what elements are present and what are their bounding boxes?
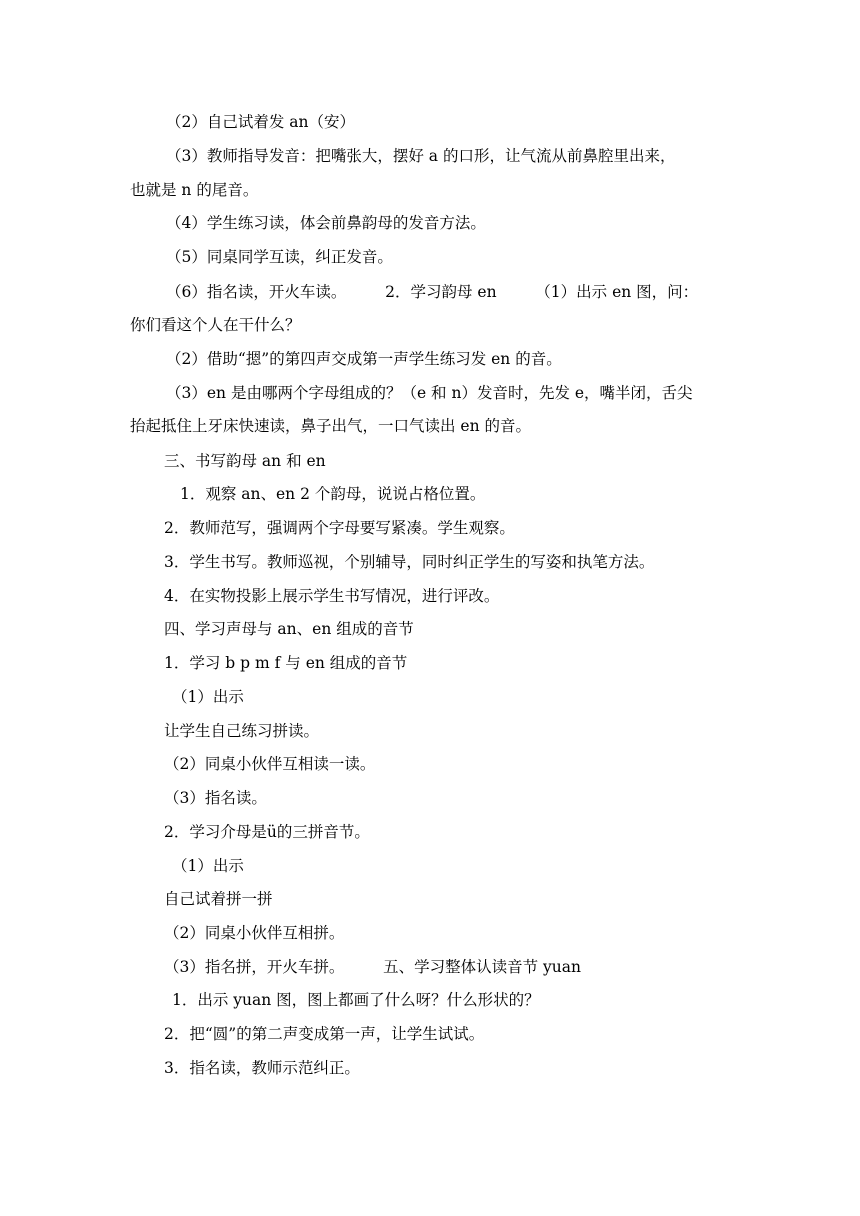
text-line-21: （3）指名读。: [164, 789, 267, 807]
text-line-8: （2）借助“摁”的第四声交成第一声学生练习发 en 的音。: [166, 350, 562, 368]
section-heading-3: 三、书写韵母 an 和 en: [164, 452, 326, 470]
text-line-5: （5）同桌同学互读，纠正发音。: [166, 248, 393, 266]
text-line-25: （2）同桌小伙伴互相拼。: [164, 924, 345, 942]
text-line-4: （4）学生练习读，体会前鼻韵母的发音方法。: [166, 214, 486, 232]
text-line-29: 3．指名读，教师示范纠正。: [164, 1059, 360, 1077]
text-line-9: （3）en 是由哪两个字母组成的？（e 和 n）发音时，先发 e，嘴半闭，舌尖: [166, 384, 693, 402]
text-line-14: 3．学生书写。教师巡视，个别辅导，同时纠正学生的写姿和执笔方法。: [164, 553, 655, 571]
text-line-19: 让学生自己练习拼读。: [164, 722, 320, 740]
text-line-26: （3）指名拼，开火车拼。 五、学习整体认读音节 yuan: [164, 958, 582, 976]
text-line-7: 你们看这个人在干什么？: [130, 316, 301, 334]
text-line-13: 2．教师范写，强调两个字母要写紧凑。学生观察。: [164, 519, 515, 537]
text-line-10: 抬起抵住上牙床快速读，鼻子出气，一口气读出 en 的音。: [130, 417, 532, 435]
text-line-18: （1）出示: [172, 688, 244, 706]
text-line-17: 1．学习 b p m f 与 en 组成的音节: [164, 654, 408, 672]
text-line-15: 4．在实物投影上展示学生书写情况，进行评改。: [164, 587, 500, 605]
text-line-24: 自己试着拼一拼: [164, 890, 273, 908]
text-line-23: （1）出示: [172, 857, 244, 875]
text-line-1: （2）自己试着发 an（安）: [166, 113, 356, 131]
text-line-28: 2．把“圆”的第二声变成第一声，让学生试试。: [164, 1025, 485, 1043]
text-line-2: （3）教师指导发音：把嘴张大，摆好 a 的口形，让气流从前鼻腔里出来，: [166, 147, 676, 165]
section-heading-4: 四、学习声母与 an、en 组成的音节: [164, 620, 414, 638]
text-line-6: （6）指名读，开火车读。 2．学习韵母 en （1）出示 en 图，问：: [166, 283, 699, 301]
text-line-3: 也就是 n 的尾音。: [130, 181, 259, 199]
text-line-22: 2．学习介母是ü的三拼音节。: [164, 823, 370, 841]
text-line-20: （2）同桌小伙伴互相读一读。: [164, 755, 376, 773]
text-line-12: 1．观察 an、en 2 个韵母，说说占格位置。: [180, 485, 486, 503]
text-line-27: 1．出示 yuan 图，图上都画了什么呀？什么形状的？: [172, 991, 540, 1009]
